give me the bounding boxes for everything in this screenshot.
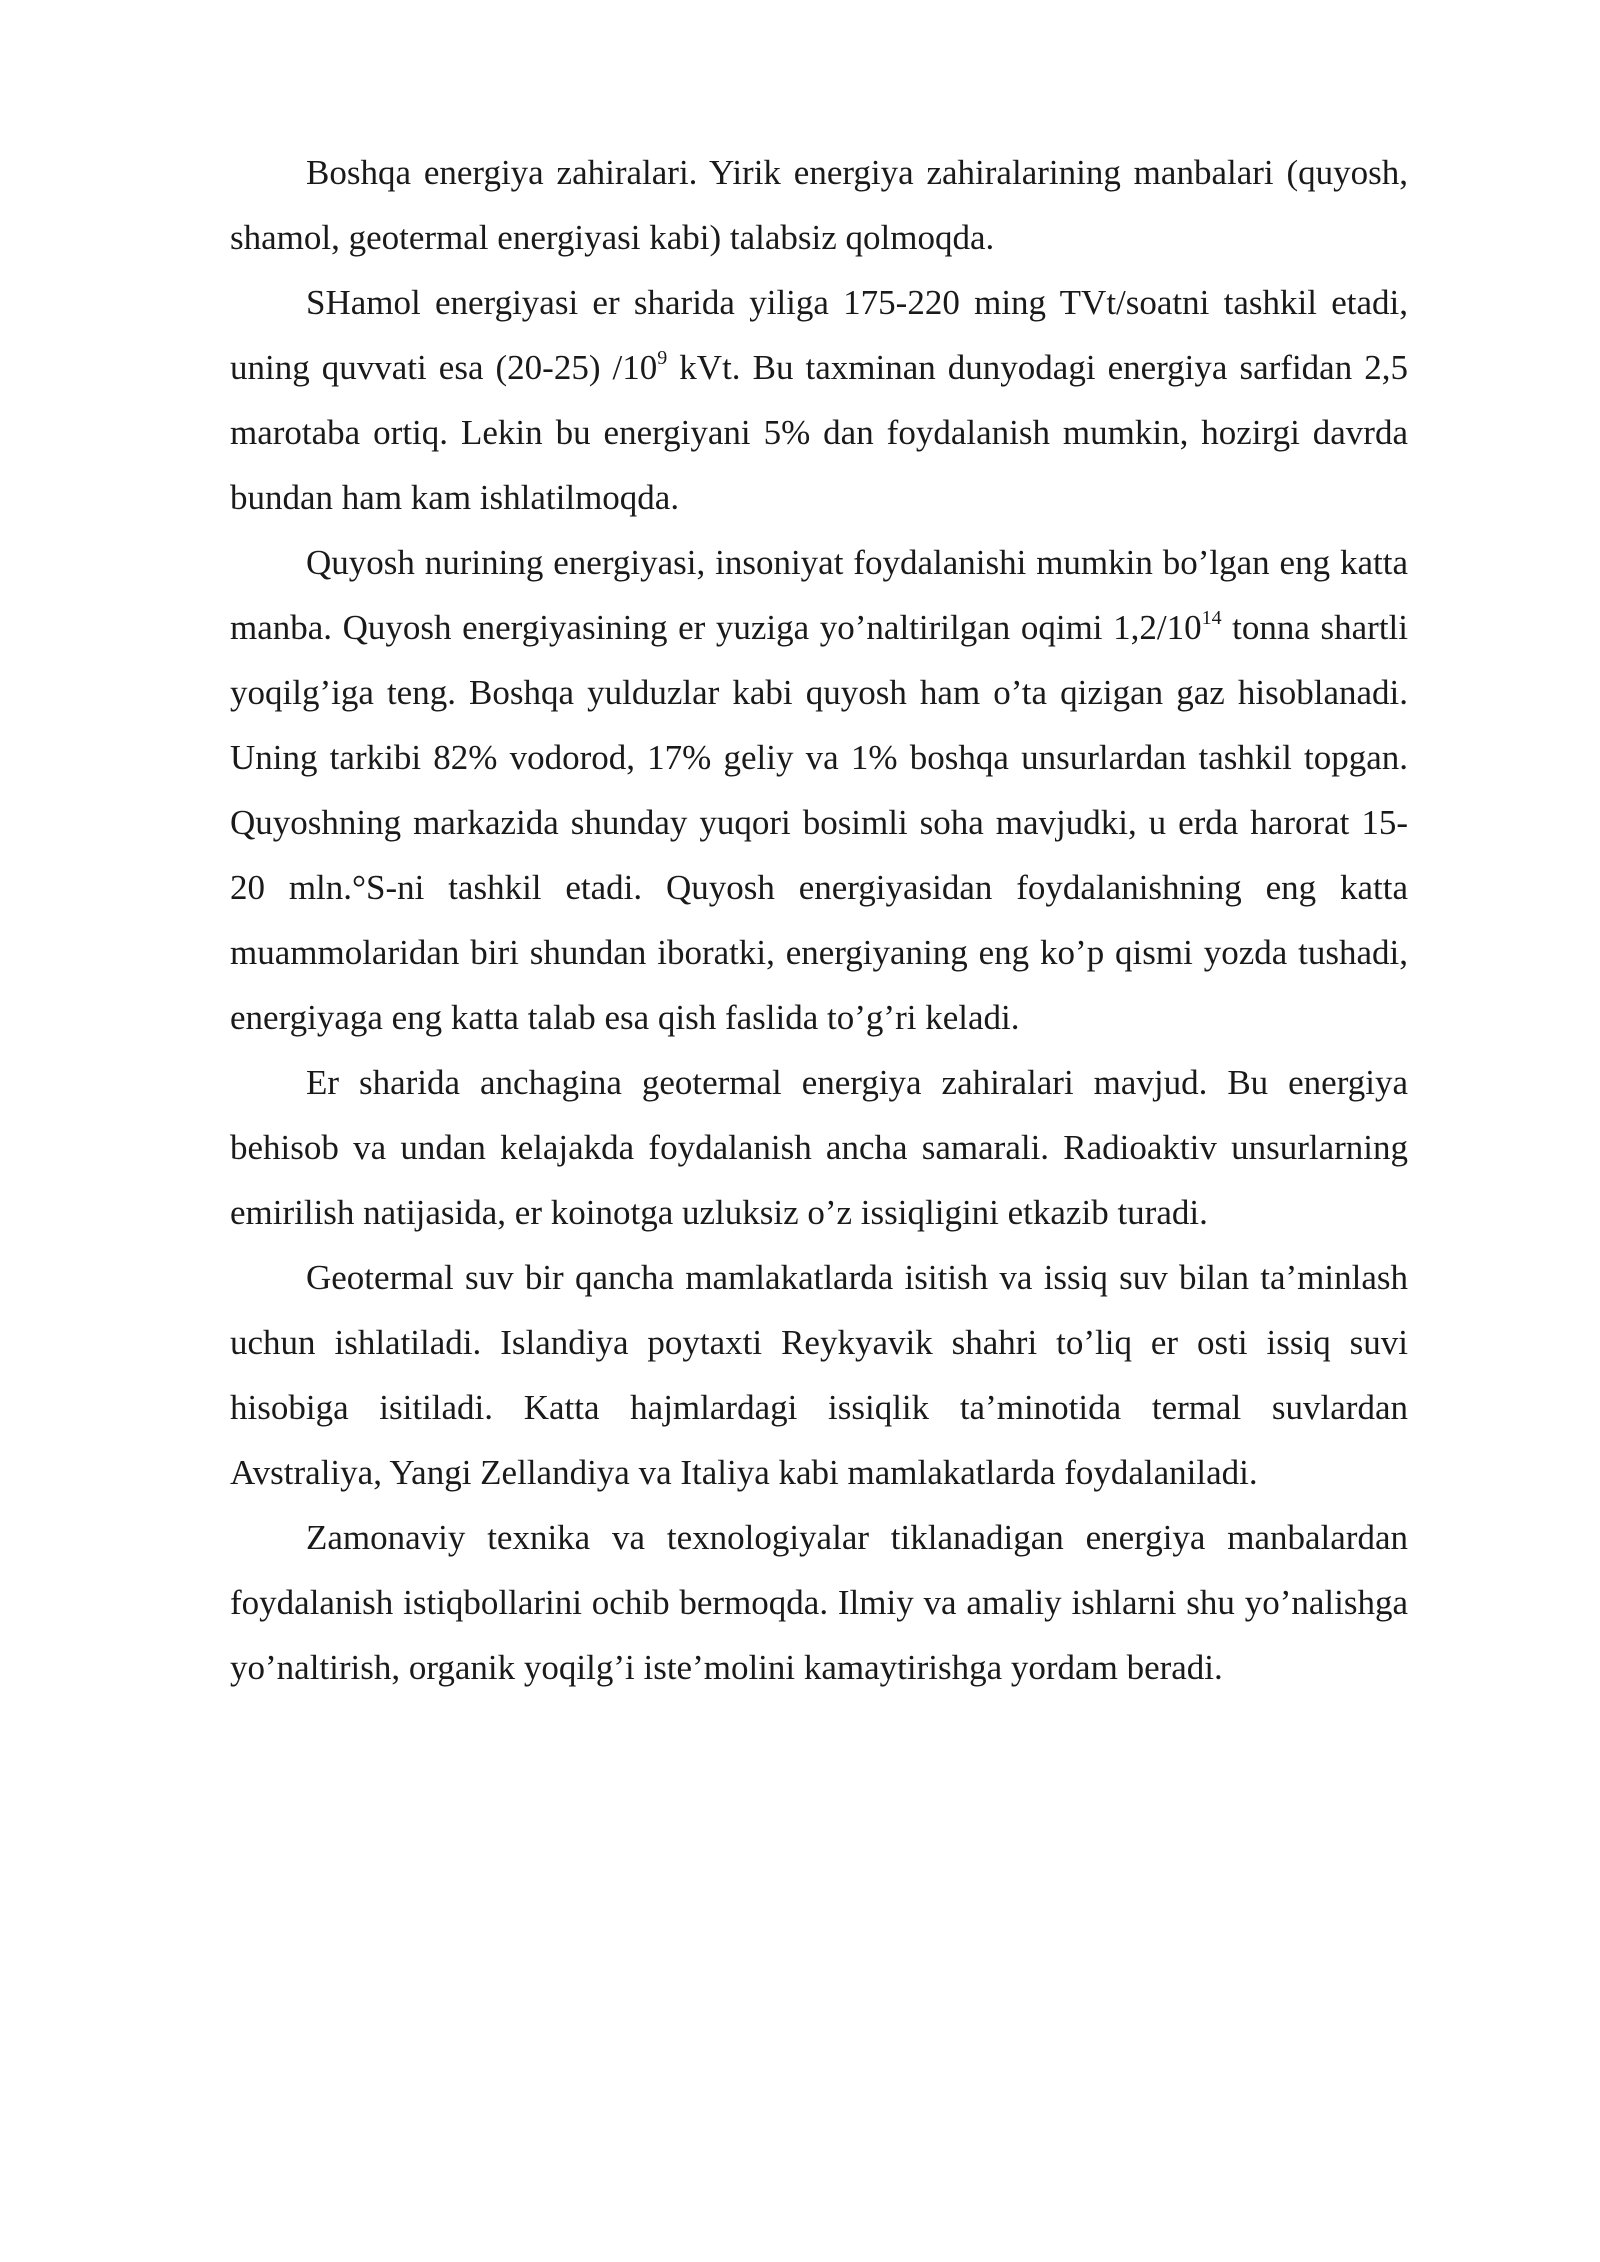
paragraph-geothermal-reserves <box>230 1050 1408 1245</box>
paragraph-text: Er sharida anchagina geotermal energiya zahiralari mavjud. Bu energiya behisob va undan kelajakda foydalanish ancha samarali. Radioaktiv unsurlarning emirilish natijasida, er koinotga uzluksiz o’z issiqligini etkazib turadi. <box>230 1063 1408 1232</box>
paragraph-text: Zamonaviy texnika va texnologiyalar tiklanadigan energiya manbalardan foydalanish istiqbollarini ochib bermoqda. Ilmiy va amaliy ishlarni shu yo’nalishga yo’naltirish, organik yoqilg’i iste’molini kamaytirishga yordam beradi. <box>230 1518 1408 1687</box>
paragraph-text: kVt. Bu taxminan dunyodagi energiya sarfidan 2,5 marotaba ortiq. Lekin bu energiyani 5% dan foydalanish mumkin, hozirgi davrda bundan ham kam ishlatilmoqda. <box>230 348 1408 517</box>
paragraph-geothermal-water <box>230 1245 1408 1505</box>
paragraph-solar-energy <box>230 530 1408 1050</box>
paragraph-text: Geotermal suv bir qancha mamlakatlarda isitish va issiq suv bilan ta’minlash uchun ishlatiladi. Islandiya poytaxti Reykyavik shahri to’liq er osti issiq suvi hisobiga isitiladi. Katta hajmlardagi issiqlik ta’minotida termal suvlardan Avstraliya, Yangi Zellandiya va Italiya kabi mamlakatlarda foydalaniladi. <box>230 1258 1408 1492</box>
paragraph-text: Boshqa energiya zahiralari. Yirik energiya zahiralarining manbalari (quyosh, shamol, geotermal energiyasi kabi) talabsiz qolmoqda. <box>230 153 1408 257</box>
paragraph-text: SHamol energiyasi er sharida yiliga 175-220 ming TVt/soatni tashkil etadi, uning quvvati esa (20-25) /10 <box>230 283 1408 387</box>
paragraph-modern-technologies <box>230 1505 1408 1700</box>
paragraph-text: Quyosh nurining energiyasi, insoniyat foydalanishi mumkin bo’lgan eng katta manba. Quyosh energiyasining er yuziga yo’naltirilgan oqimi 1,2/10 <box>230 543 1408 647</box>
document-body <box>230 140 1408 1700</box>
paragraph-wind-energy <box>230 270 1408 530</box>
superscript-exponent: 14 <box>1201 607 1222 630</box>
paragraph-other-energy-reserves <box>230 140 1408 270</box>
superscript-exponent: 9 <box>657 347 668 370</box>
paragraph-text: tonna shartli yoqilg’iga teng. Boshqa yulduzlar kabi quyosh ham o’ta qizigan gaz hisoblanadi. Uning tarkibi 82% vodorod, 17% geliy va 1% boshqa unsurlardan tashkil topgan. Quyoshning markazida shunday yuqori bosimli soha mavjudki, u erda harorat 15-20 mln.°S-ni tashkil etadi. Quyosh energiyasidan foydalanishning eng katta muammolaridan biri shundan iboratki, energiyaning eng ko’p qismi yozda tushadi, energiyaga eng katta talab esa qish faslida to’g’ri keladi. <box>230 608 1408 1037</box>
